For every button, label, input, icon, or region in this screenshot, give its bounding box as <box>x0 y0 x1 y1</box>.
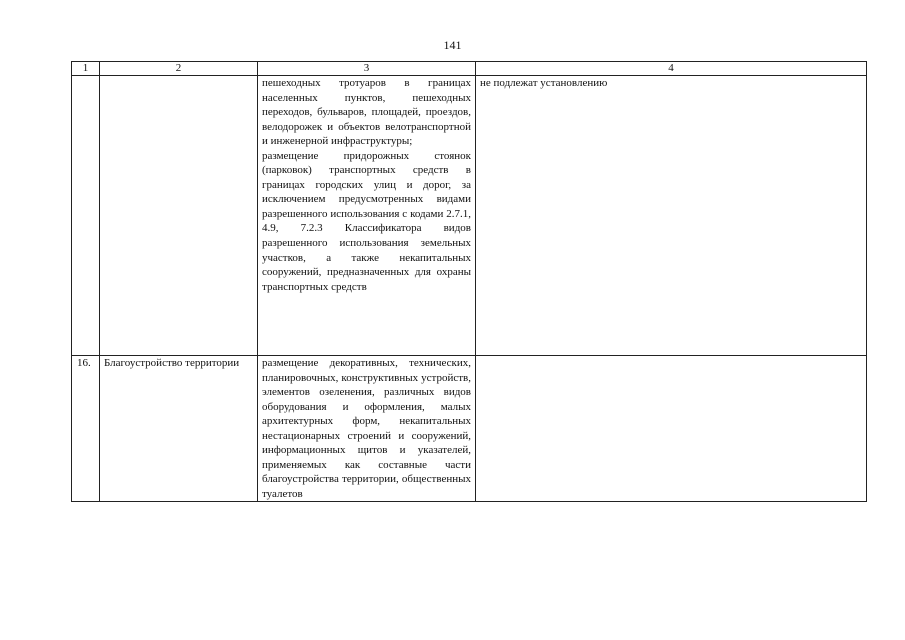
parameters-cell: не подлежат установлению <box>476 76 867 356</box>
column-header-1: 1 <box>72 62 100 76</box>
row-number: 16. <box>72 356 100 502</box>
use-type-name <box>100 76 258 356</box>
description-part-2: размещение придорожных стоянок (парковок) транспортных средств в границах городских улиц и дорог, за исключением предусмотренных видами разрешенного использования с кодами 2.7.1, 4.9, 7.2.3 Классификатора видов разрешенного использования земельных участков, а также некапитальных сооружений, предназначенных для охраны транспортных средств <box>262 149 471 293</box>
page-number: 141 <box>443 38 462 52</box>
parameters-cell <box>476 356 867 502</box>
land-use-table <box>71 61 867 502</box>
use-type-description: размещение декоративных, технических, планировочных, конструктивных устройств, элементов озеленения, различных видов оборудования и оформления, малых архитектурных форм, некапитальных нестационарных строений и сооружений, информационных щитов и указателей, применяемых как составные части благоустройства территории, общественных туалетов <box>258 356 476 502</box>
row-number <box>72 76 100 356</box>
table-header-row <box>72 62 867 76</box>
description-part-1: пешеходных тротуаров в границах населенных пунктов, пешеходных переходов, бульваров, площадей, проездов, велодорожек и объектов велотранспортной и инженерной инфраструктуры; <box>262 77 471 148</box>
use-type-description <box>258 76 476 356</box>
table-row <box>72 76 867 356</box>
table-row <box>72 356 867 502</box>
column-header-2: 2 <box>100 62 258 76</box>
column-header-3: 3 <box>258 62 476 76</box>
column-header-4: 4 <box>476 62 867 76</box>
use-type-name: Благоустройство территории <box>100 356 258 502</box>
